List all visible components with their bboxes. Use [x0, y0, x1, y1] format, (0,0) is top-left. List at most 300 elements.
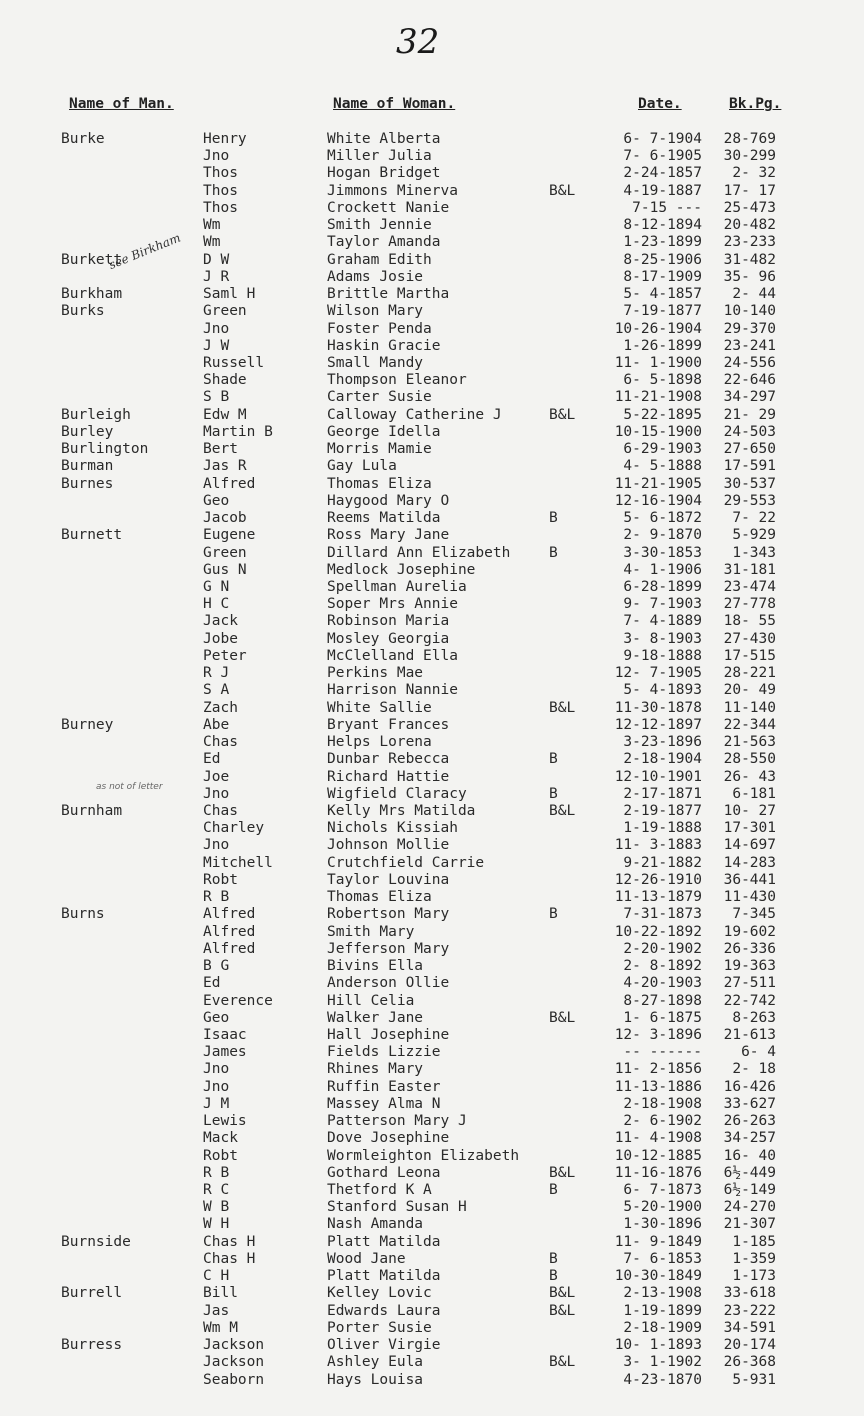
table-row	[0, 148, 864, 165]
woman-name-cell: Taylor Amanda	[327, 234, 441, 250]
date-cell: 11- 4-1908	[614, 1130, 702, 1146]
book-page-cell: 34-257	[723, 1130, 776, 1146]
woman-name-cell: Nichols Kissiah	[327, 820, 458, 836]
woman-name-cell: Platt Matilda	[327, 1268, 441, 1284]
date-cell: 6-29-1903	[623, 441, 702, 457]
woman-name-cell: White Alberta	[327, 131, 441, 147]
date-cell: 6- 5-1898	[623, 372, 702, 388]
woman-name-cell: Medlock Josephine	[327, 562, 476, 578]
woman-name-cell: Thomas Eliza	[327, 476, 432, 492]
date-cell: 2-17-1871	[623, 786, 702, 802]
table-row	[0, 1216, 864, 1233]
book-page-cell: 10- 27	[723, 803, 776, 819]
date-cell: 5- 4-1857	[623, 286, 702, 302]
woman-name-cell: Massey Alma N	[327, 1096, 441, 1112]
table-row	[0, 183, 864, 200]
book-page-cell: 34-297	[723, 389, 776, 405]
table-row	[0, 1285, 864, 1302]
license-code-cell: B&L	[549, 1285, 576, 1301]
table-row	[0, 855, 864, 872]
license-code-cell: B	[549, 1182, 558, 1198]
woman-name-cell: Hill Celia	[327, 993, 415, 1009]
woman-name-cell: Hogan Bridget	[327, 165, 441, 181]
date-cell: 10-26-1904	[614, 321, 702, 337]
book-page-cell: 10-140	[723, 303, 776, 319]
book-page-cell: 2- 44	[732, 286, 776, 302]
date-cell: 7- 6-1905	[623, 148, 702, 164]
table-row	[0, 1234, 864, 1251]
woman-name-cell: Rhines Mary	[327, 1061, 424, 1077]
date-cell: 2-18-1904	[623, 751, 702, 767]
given-name-cell: Jno	[203, 148, 230, 164]
book-page-cell: 29-370	[723, 321, 776, 337]
woman-name-cell: Graham Edith	[327, 252, 432, 268]
table-row	[0, 1320, 864, 1337]
date-cell: 10-15-1900	[614, 424, 702, 440]
book-page-cell: 33-618	[723, 1285, 776, 1301]
woman-name-cell: Soper Mrs Annie	[327, 596, 458, 612]
table-row	[0, 751, 864, 768]
book-page-cell: 35- 96	[723, 269, 776, 285]
table-row	[0, 476, 864, 493]
table-row	[0, 1113, 864, 1130]
woman-name-cell: Morris Mamie	[327, 441, 432, 457]
date-cell: 7-31-1873	[623, 906, 702, 922]
table-row	[0, 820, 864, 837]
given-name-cell: R B	[203, 889, 230, 905]
book-page-cell: 26-263	[723, 1113, 776, 1129]
book-page-cell: 26-336	[723, 941, 776, 957]
woman-name-cell: Small Mandy	[327, 355, 424, 371]
date-cell: 11-13-1879	[614, 889, 702, 905]
given-name-cell: Jno	[203, 321, 230, 337]
book-page-cell: 7- 22	[732, 510, 776, 526]
surname-cell: Burleigh	[61, 407, 131, 423]
book-page-cell: 19-602	[723, 924, 776, 940]
book-page-cell: 17-591	[723, 458, 776, 474]
woman-name-cell: Miller Julia	[327, 148, 432, 164]
book-page-cell: 28-550	[723, 751, 776, 767]
given-name-cell: Charley	[203, 820, 265, 836]
woman-name-cell: Carter Susie	[327, 389, 432, 405]
woman-name-cell: Crutchfield Carrie	[327, 855, 485, 871]
surname-cell: Burkham	[61, 286, 123, 302]
book-page-cell: 24-556	[723, 355, 776, 371]
date-cell: 5-20-1900	[623, 1199, 702, 1215]
given-name-cell: Edw M	[203, 407, 247, 423]
given-name-cell: R B	[203, 1165, 230, 1181]
header-book-page: Bk.Pg.	[729, 96, 782, 112]
table-row	[0, 200, 864, 217]
license-code-cell: B	[549, 510, 558, 526]
table-row	[0, 579, 864, 596]
page-number: 32	[396, 22, 440, 62]
date-cell: 3-23-1896	[623, 734, 702, 750]
woman-name-cell: Bryant Frances	[327, 717, 450, 733]
woman-name-cell: Gay Lula	[327, 458, 397, 474]
date-cell: 10-12-1885	[614, 1148, 702, 1164]
given-name-cell: Joe	[203, 769, 230, 785]
book-page-cell: 22-646	[723, 372, 776, 388]
table-row	[0, 1268, 864, 1285]
table-row	[0, 424, 864, 441]
book-page-cell: 22-742	[723, 993, 776, 1009]
surname-cell: Burnes	[61, 476, 114, 492]
woman-name-cell: Spellman Aurelia	[327, 579, 467, 595]
given-name-cell: R J	[203, 665, 230, 681]
date-cell: 2-18-1909	[623, 1320, 702, 1336]
date-cell: 2- 9-1870	[623, 527, 702, 543]
date-cell: 11-13-1886	[614, 1079, 702, 1095]
table-row	[0, 407, 864, 424]
surname-cell: Burkett	[61, 252, 123, 268]
woman-name-cell: Perkins Mae	[327, 665, 424, 681]
woman-name-cell: Foster Penda	[327, 321, 432, 337]
woman-name-cell: Adams Josie	[327, 269, 424, 285]
woman-name-cell: Smith Mary	[327, 924, 415, 940]
woman-name-cell: Dunbar Rebecca	[327, 751, 450, 767]
handwritten-note-burnham: as not of letter	[96, 782, 163, 792]
woman-name-cell: Thetford K A	[327, 1182, 432, 1198]
date-cell: 8-25-1906	[623, 252, 702, 268]
header-name-of-man: Name of Man.	[69, 96, 174, 112]
woman-name-cell: Mosley Georgia	[327, 631, 450, 647]
date-cell: 3- 1-1902	[623, 1354, 702, 1370]
table-row	[0, 941, 864, 958]
woman-name-cell: Thompson Eleanor	[327, 372, 467, 388]
woman-name-cell: Wormleighton Elizabeth	[327, 1148, 520, 1164]
given-name-cell: Thos	[203, 200, 238, 216]
book-page-cell: 5-929	[732, 527, 776, 543]
given-name-cell: Wm	[203, 234, 221, 250]
book-page-cell: 30-299	[723, 148, 776, 164]
woman-name-cell: White Sallie	[327, 700, 432, 716]
handwritten-note-burkham: see Birkham	[106, 230, 183, 272]
table-row	[0, 355, 864, 372]
date-cell: 11-30-1878	[614, 700, 702, 716]
date-cell: 2-18-1908	[623, 1096, 702, 1112]
woman-name-cell: Haskin Gracie	[327, 338, 441, 354]
table-row	[0, 338, 864, 355]
book-page-cell: 21-563	[723, 734, 776, 750]
book-page-cell: 28-769	[723, 131, 776, 147]
date-cell: 6-28-1899	[623, 579, 702, 595]
date-cell: 1-30-1896	[623, 1216, 702, 1232]
book-page-cell: 6½-149	[723, 1182, 776, 1198]
book-page-cell: 1-343	[732, 545, 776, 561]
date-cell: 7- 6-1853	[623, 1251, 702, 1267]
table-row	[0, 372, 864, 389]
header-date: Date.	[638, 96, 682, 112]
book-page-cell: 23-474	[723, 579, 776, 595]
given-name-cell: Henry	[203, 131, 247, 147]
table-row	[0, 993, 864, 1010]
given-name-cell: Saml H	[203, 286, 256, 302]
date-cell: 3-30-1853	[623, 545, 702, 561]
woman-name-cell: Fields Lizzie	[327, 1044, 441, 1060]
table-row	[0, 1061, 864, 1078]
date-cell: 7-19-1877	[623, 303, 702, 319]
surname-cell: Burks	[61, 303, 105, 319]
table-row	[0, 286, 864, 303]
given-name-cell: Alfred	[203, 476, 256, 492]
book-page-cell: 5-931	[732, 1372, 776, 1388]
given-name-cell: Thos	[203, 165, 238, 181]
date-cell: 11- 3-1883	[614, 837, 702, 853]
surname-cell: Burnham	[61, 803, 123, 819]
woman-name-cell: Patterson Mary J	[327, 1113, 467, 1129]
woman-name-cell: Taylor Louvina	[327, 872, 450, 888]
woman-name-cell: Wood Jane	[327, 1251, 406, 1267]
given-name-cell: Alfred	[203, 906, 256, 922]
book-page-cell: 33-627	[723, 1096, 776, 1112]
table-row	[0, 1354, 864, 1371]
given-name-cell: S B	[203, 389, 230, 405]
woman-name-cell: Walker Jane	[327, 1010, 424, 1026]
given-name-cell: Jas R	[203, 458, 247, 474]
given-name-cell: Geo	[203, 493, 230, 509]
book-page-cell: 24-270	[723, 1199, 776, 1215]
book-page-cell: 23-241	[723, 338, 776, 354]
table-row	[0, 131, 864, 148]
given-name-cell: Russell	[203, 355, 265, 371]
book-page-cell: 23-233	[723, 234, 776, 250]
woman-name-cell: Brittle Martha	[327, 286, 450, 302]
given-name-cell: Ed	[203, 975, 221, 991]
table-row	[0, 596, 864, 613]
woman-name-cell: Richard Hattie	[327, 769, 450, 785]
given-name-cell: Gus N	[203, 562, 247, 578]
table-row	[0, 562, 864, 579]
woman-name-cell: Harrison Nannie	[327, 682, 458, 698]
date-cell: 5- 6-1872	[623, 510, 702, 526]
date-cell: 12-10-1901	[614, 769, 702, 785]
woman-name-cell: Jimmons Minerva	[327, 183, 458, 199]
table-row	[0, 321, 864, 338]
table-row	[0, 458, 864, 475]
table-row	[0, 1096, 864, 1113]
book-page-cell: 26- 43	[723, 769, 776, 785]
book-page-cell: 1-173	[732, 1268, 776, 1284]
given-name-cell: Jno	[203, 837, 230, 853]
woman-name-cell: Kelley Lovic	[327, 1285, 432, 1301]
book-page-cell: 2- 32	[732, 165, 776, 181]
table-row	[0, 631, 864, 648]
book-page-cell: 20- 49	[723, 682, 776, 698]
table-row	[0, 527, 864, 544]
date-cell: 12-26-1910	[614, 872, 702, 888]
date-cell: 9-18-1888	[623, 648, 702, 664]
woman-name-cell: Helps Lorena	[327, 734, 432, 750]
given-name-cell: Abe	[203, 717, 230, 733]
book-page-cell: 27-650	[723, 441, 776, 457]
book-page-cell: 16-426	[723, 1079, 776, 1095]
woman-name-cell: Johnson Mollie	[327, 837, 450, 853]
woman-name-cell: Wigfield Claracy	[327, 786, 467, 802]
given-name-cell: Green	[203, 545, 247, 561]
given-name-cell: Jno	[203, 1061, 230, 1077]
woman-name-cell: Crockett Nanie	[327, 200, 450, 216]
given-name-cell: Jno	[203, 786, 230, 802]
given-name-cell: Peter	[203, 648, 247, 664]
table-row	[0, 837, 864, 854]
book-page-cell: 31-482	[723, 252, 776, 268]
book-page-cell: 1-359	[732, 1251, 776, 1267]
date-cell: 5- 4-1893	[623, 682, 702, 698]
book-page-cell: 17-301	[723, 820, 776, 836]
given-name-cell: R C	[203, 1182, 230, 1198]
woman-name-cell: Robinson Maria	[327, 613, 450, 629]
surname-cell: Burley	[61, 424, 114, 440]
given-name-cell: Chas H	[203, 1251, 256, 1267]
woman-name-cell: Ross Mary Jane	[327, 527, 450, 543]
table-row	[0, 1130, 864, 1147]
license-code-cell: B&L	[549, 1165, 576, 1181]
date-cell: 4-19-1887	[623, 183, 702, 199]
given-name-cell: Zach	[203, 700, 238, 716]
book-page-cell: 6-181	[732, 786, 776, 802]
table-row	[0, 906, 864, 923]
date-cell: 4- 1-1906	[623, 562, 702, 578]
table-row	[0, 1251, 864, 1268]
table-row	[0, 700, 864, 717]
woman-name-cell: Hays Louisa	[327, 1372, 424, 1388]
given-name-cell: Eugene	[203, 527, 256, 543]
book-page-cell: 29-553	[723, 493, 776, 509]
table-row	[0, 889, 864, 906]
date-cell: 4-20-1903	[623, 975, 702, 991]
table-row	[0, 217, 864, 234]
given-name-cell: Jackson	[203, 1337, 265, 1353]
given-name-cell: James	[203, 1044, 247, 1060]
given-name-cell: W B	[203, 1199, 230, 1215]
date-cell: 6- 7-1904	[623, 131, 702, 147]
date-cell: 8-17-1909	[623, 269, 702, 285]
table-row	[0, 389, 864, 406]
woman-name-cell: Dove Josephine	[327, 1130, 450, 1146]
table-row	[0, 1027, 864, 1044]
book-page-cell: 14-283	[723, 855, 776, 871]
given-name-cell: Bert	[203, 441, 238, 457]
given-name-cell: J R	[203, 269, 230, 285]
table-row	[0, 958, 864, 975]
table-row	[0, 975, 864, 992]
book-page-cell: 6- 4	[741, 1044, 776, 1060]
given-name-cell: Mack	[203, 1130, 238, 1146]
book-page-cell: 20-482	[723, 217, 776, 233]
woman-name-cell: Dillard Ann Elizabeth	[327, 545, 511, 561]
date-cell: 12-16-1904	[614, 493, 702, 509]
woman-name-cell: George Idella	[327, 424, 441, 440]
table-row	[0, 924, 864, 941]
date-cell: 8-12-1894	[623, 217, 702, 233]
given-name-cell: C H	[203, 1268, 230, 1284]
given-name-cell: Lewis	[203, 1113, 247, 1129]
book-page-cell: 25-473	[723, 200, 776, 216]
book-page-cell: 11-140	[723, 700, 776, 716]
given-name-cell: Wm	[203, 217, 221, 233]
date-cell: 2- 6-1902	[623, 1113, 702, 1129]
given-name-cell: Jacob	[203, 510, 247, 526]
woman-name-cell: Porter Susie	[327, 1320, 432, 1336]
table-row	[0, 734, 864, 751]
book-page-cell: 16- 40	[723, 1148, 776, 1164]
book-page-cell: 34-591	[723, 1320, 776, 1336]
given-name-cell: W H	[203, 1216, 230, 1232]
surname-cell: Burns	[61, 906, 105, 922]
table-row	[0, 613, 864, 630]
date-cell: 2-13-1908	[623, 1285, 702, 1301]
license-code-cell: B&L	[549, 1303, 576, 1319]
surname-cell: Burlington	[61, 441, 149, 457]
date-cell: 1- 6-1875	[623, 1010, 702, 1026]
book-page-cell: 27-778	[723, 596, 776, 612]
table-row	[0, 165, 864, 182]
table-row	[0, 1303, 864, 1320]
table-row	[0, 1165, 864, 1182]
date-cell: 9-21-1882	[623, 855, 702, 871]
date-cell: 7- 4-1889	[623, 613, 702, 629]
date-cell: 3- 8-1903	[623, 631, 702, 647]
given-name-cell: Jobe	[203, 631, 238, 647]
woman-name-cell: Hall Josephine	[327, 1027, 450, 1043]
license-code-cell: B&L	[549, 407, 576, 423]
book-page-cell: 31-181	[723, 562, 776, 578]
date-cell: 9- 7-1903	[623, 596, 702, 612]
woman-name-cell: Ashley Eula	[327, 1354, 424, 1370]
surname-cell: Burrell	[61, 1285, 123, 1301]
woman-name-cell: Jefferson Mary	[327, 941, 450, 957]
date-cell: 11-21-1908	[614, 389, 702, 405]
table-row	[0, 441, 864, 458]
surname-cell: Burnett	[61, 527, 123, 543]
date-cell: 11- 2-1856	[614, 1061, 702, 1077]
surname-cell: Burress	[61, 1337, 123, 1353]
woman-name-cell: Bivins Ella	[327, 958, 424, 974]
given-name-cell: Isaac	[203, 1027, 247, 1043]
given-name-cell: Green	[203, 303, 247, 319]
given-name-cell: Wm M	[203, 1320, 238, 1336]
book-page-cell: 27-511	[723, 975, 776, 991]
given-name-cell: Martin B	[203, 424, 273, 440]
table-row	[0, 803, 864, 820]
date-cell: 11-16-1876	[614, 1165, 702, 1181]
book-page-cell: 14-697	[723, 837, 776, 853]
date-cell: 1-19-1899	[623, 1303, 702, 1319]
date-cell: 8-27-1898	[623, 993, 702, 1009]
date-cell: 1-19-1888	[623, 820, 702, 836]
date-cell: 11- 9-1849	[614, 1234, 702, 1250]
license-code-cell: B&L	[549, 1354, 576, 1370]
woman-name-cell: Edwards Laura	[327, 1303, 441, 1319]
date-cell: 11- 1-1900	[614, 355, 702, 371]
surname-cell: Burnside	[61, 1234, 131, 1250]
book-page-cell: 27-430	[723, 631, 776, 647]
table-row	[0, 1337, 864, 1354]
woman-name-cell: Wilson Mary	[327, 303, 424, 319]
woman-name-cell: McClelland Ella	[327, 648, 458, 664]
given-name-cell: Chas	[203, 734, 238, 750]
woman-name-cell: Nash Amanda	[327, 1216, 424, 1232]
date-cell: 2-19-1877	[623, 803, 702, 819]
book-page-cell: 36-441	[723, 872, 776, 888]
table-row	[0, 1079, 864, 1096]
license-code-cell: B&L	[549, 183, 576, 199]
table-row	[0, 269, 864, 286]
given-name-cell: Geo	[203, 1010, 230, 1026]
date-cell: 5-22-1895	[623, 407, 702, 423]
book-page-cell: 17- 17	[723, 183, 776, 199]
